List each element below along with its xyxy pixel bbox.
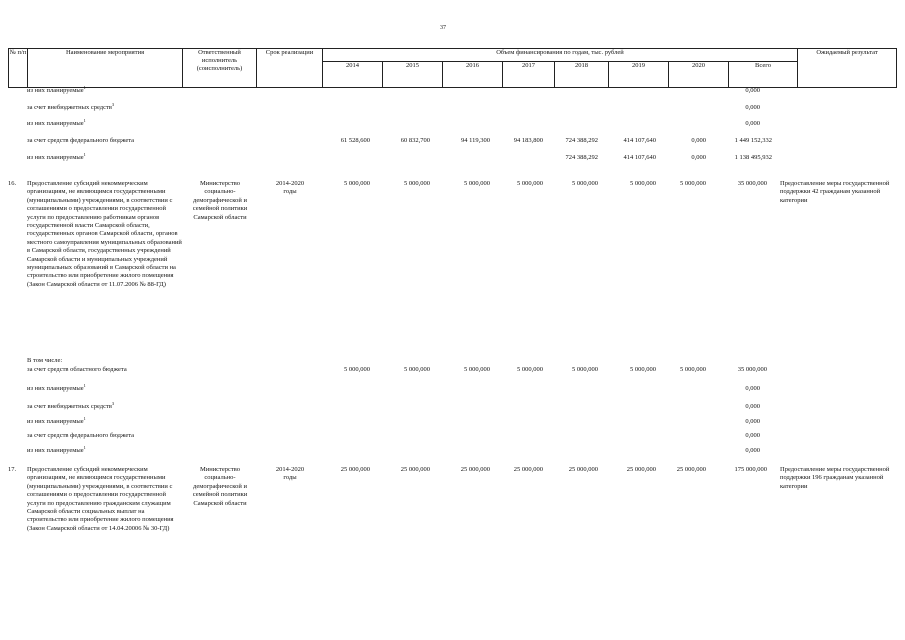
value-cell: 25 000,000 xyxy=(676,466,706,473)
item-result: Предоставление меры государственной поддержки 196 гражданам указанной категории xyxy=(780,466,890,490)
value-cell: 94 183,800 xyxy=(513,137,543,144)
header-total: Всего xyxy=(728,61,798,88)
value-cell: 60 832,700 xyxy=(400,137,430,144)
value-cell: 0,000 xyxy=(745,403,760,410)
including-label: В том числе: xyxy=(27,357,63,364)
header-funding: Объем финансирования по годам, тыс. рублей xyxy=(322,48,798,62)
value-cell: 25 000,000 xyxy=(513,466,543,473)
value-cell: 1 449 152,332 xyxy=(734,137,772,144)
value-cell: 25 000,000 xyxy=(340,466,370,473)
item-number: 16. xyxy=(8,180,17,187)
header-year: 2016 xyxy=(442,61,503,88)
header-year: 2018 xyxy=(554,61,609,88)
row-label: за счет средств федерального бюджета xyxy=(27,137,135,144)
item-period: 2014-2020 годы xyxy=(275,466,305,482)
value-cell: 5 000,000 xyxy=(630,366,656,373)
value-cell: 25 000,000 xyxy=(400,466,430,473)
value-cell: 0,000 xyxy=(745,120,760,127)
value-cell: 5 000,000 xyxy=(517,366,543,373)
value-cell: 35 000,000 xyxy=(737,180,767,187)
value-cell: 25 000,000 xyxy=(568,466,598,473)
row-label: из них планируемые$^1$ xyxy=(27,382,86,392)
value-cell: 175 000,000 xyxy=(734,466,767,473)
item-executor: Министерство социально-демографической и семейной политики Самарской области xyxy=(192,466,248,507)
value-cell: 0,000 xyxy=(745,385,760,392)
value-cell: 5 000,000 xyxy=(404,180,430,187)
value-cell: 94 119,300 xyxy=(460,137,490,144)
value-cell: 5 000,000 xyxy=(464,366,490,373)
row-label: за счет средств федерального бюджета xyxy=(27,432,135,439)
row-label: из них планируемые$^1$ xyxy=(27,151,86,161)
header-year: 2019 xyxy=(608,61,669,88)
value-cell: 724 388,292 xyxy=(565,137,598,144)
value-cell: 5 000,000 xyxy=(572,180,598,187)
row-label: за счет внебюджетных средств$^3$ xyxy=(27,101,115,111)
value-cell: 5 000,000 xyxy=(630,180,656,187)
value-cell: 5 000,000 xyxy=(517,180,543,187)
value-cell: 0,000 xyxy=(691,154,706,161)
item-name: Предоставление субсидий некоммерческим организациям, не являющимся государственными (муниципальными) учреждениями, в соответствии с соглашениями о предоставлении государственной услуги по предоставлению работникам органов государственной власти Самарской области, государственных органов Самарской области, органов местного самоуправления муниципальных образований в Самарской области, государственных учреждений Самарской области и муниципальных учреждений муниципальных образований в Самарской области на строительство или приобретение жилого помещения (Закон Самарской области от 11.07.2006 № 88-ГД) xyxy=(27,180,182,288)
value-cell: 0,000 xyxy=(745,104,760,111)
row-label: из них планируемые$^1$ xyxy=(27,84,86,94)
value-cell: 5 000,000 xyxy=(344,180,370,187)
value-cell: 5 000,000 xyxy=(680,366,706,373)
value-cell: 1 138 495,932 xyxy=(734,154,772,161)
header-year: 2017 xyxy=(502,61,555,88)
header-num: № п/п xyxy=(8,48,28,88)
item-name: Предоставление субсидий некоммерческим организациям, не являющимся государственными (муниципальными) учреждениями, в соответствии с соглашениями о предоставлении государственной услуги по предоставлению гражданским служащим Самарской области социальных выплат на строительство или приобретение жилого помещения (Закон Самарской области от 14.04.20006 № 30-ГД) xyxy=(27,466,174,532)
value-cell: 25 000,000 xyxy=(460,466,490,473)
value-cell: 35 000,000 xyxy=(737,366,767,373)
value-cell: 414 107,640 xyxy=(623,154,656,161)
row-label: из них планируемые$^1$ xyxy=(27,444,86,454)
value-cell: 0,000 xyxy=(691,137,706,144)
item-period: 2014-2020 годы xyxy=(275,180,305,196)
item-number: 17. xyxy=(8,466,17,473)
value-cell: 0,000 xyxy=(745,418,760,425)
header-result: Ожидаемый результат xyxy=(797,48,897,88)
value-cell: 5 000,000 xyxy=(344,366,370,373)
value-cell: 0,000 xyxy=(745,432,760,439)
page-number: 37 xyxy=(440,25,446,31)
value-cell: 724 388,292 xyxy=(565,154,598,161)
item-result: Предоставление меры государственной поддержки 42 гражданам указанной категории xyxy=(780,180,890,204)
header-year: 2020 xyxy=(668,61,729,88)
value-cell: 5 000,000 xyxy=(404,366,430,373)
row-label: за счет средств областного бюджета xyxy=(27,366,127,373)
value-cell: 5 000,000 xyxy=(572,366,598,373)
header-executor: Ответственный исполнитель (соисполнитель) xyxy=(182,48,257,88)
item-executor: Министерство социально-демографической и семейной политики Самарской области xyxy=(192,180,248,221)
row-label: из них планируемые$^1$ xyxy=(27,415,86,425)
value-cell: 5 000,000 xyxy=(680,180,706,187)
header-name: Наименование мероприятия xyxy=(27,48,183,88)
header-year: 2015 xyxy=(382,61,443,88)
header-period: Срок реализации xyxy=(256,48,323,88)
value-cell: 61 528,600 xyxy=(340,137,370,144)
header-year: 2014 xyxy=(322,61,383,88)
value-cell: 0,000 xyxy=(745,447,760,454)
row-label: за счет внебюджетных средств$^3$ xyxy=(27,400,115,410)
value-cell: 414 107,640 xyxy=(623,137,656,144)
value-cell: 0,000 xyxy=(745,87,760,94)
value-cell: 5 000,000 xyxy=(464,180,490,187)
row-label: из них планируемые$^1$ xyxy=(27,117,86,127)
value-cell: 25 000,000 xyxy=(626,466,656,473)
